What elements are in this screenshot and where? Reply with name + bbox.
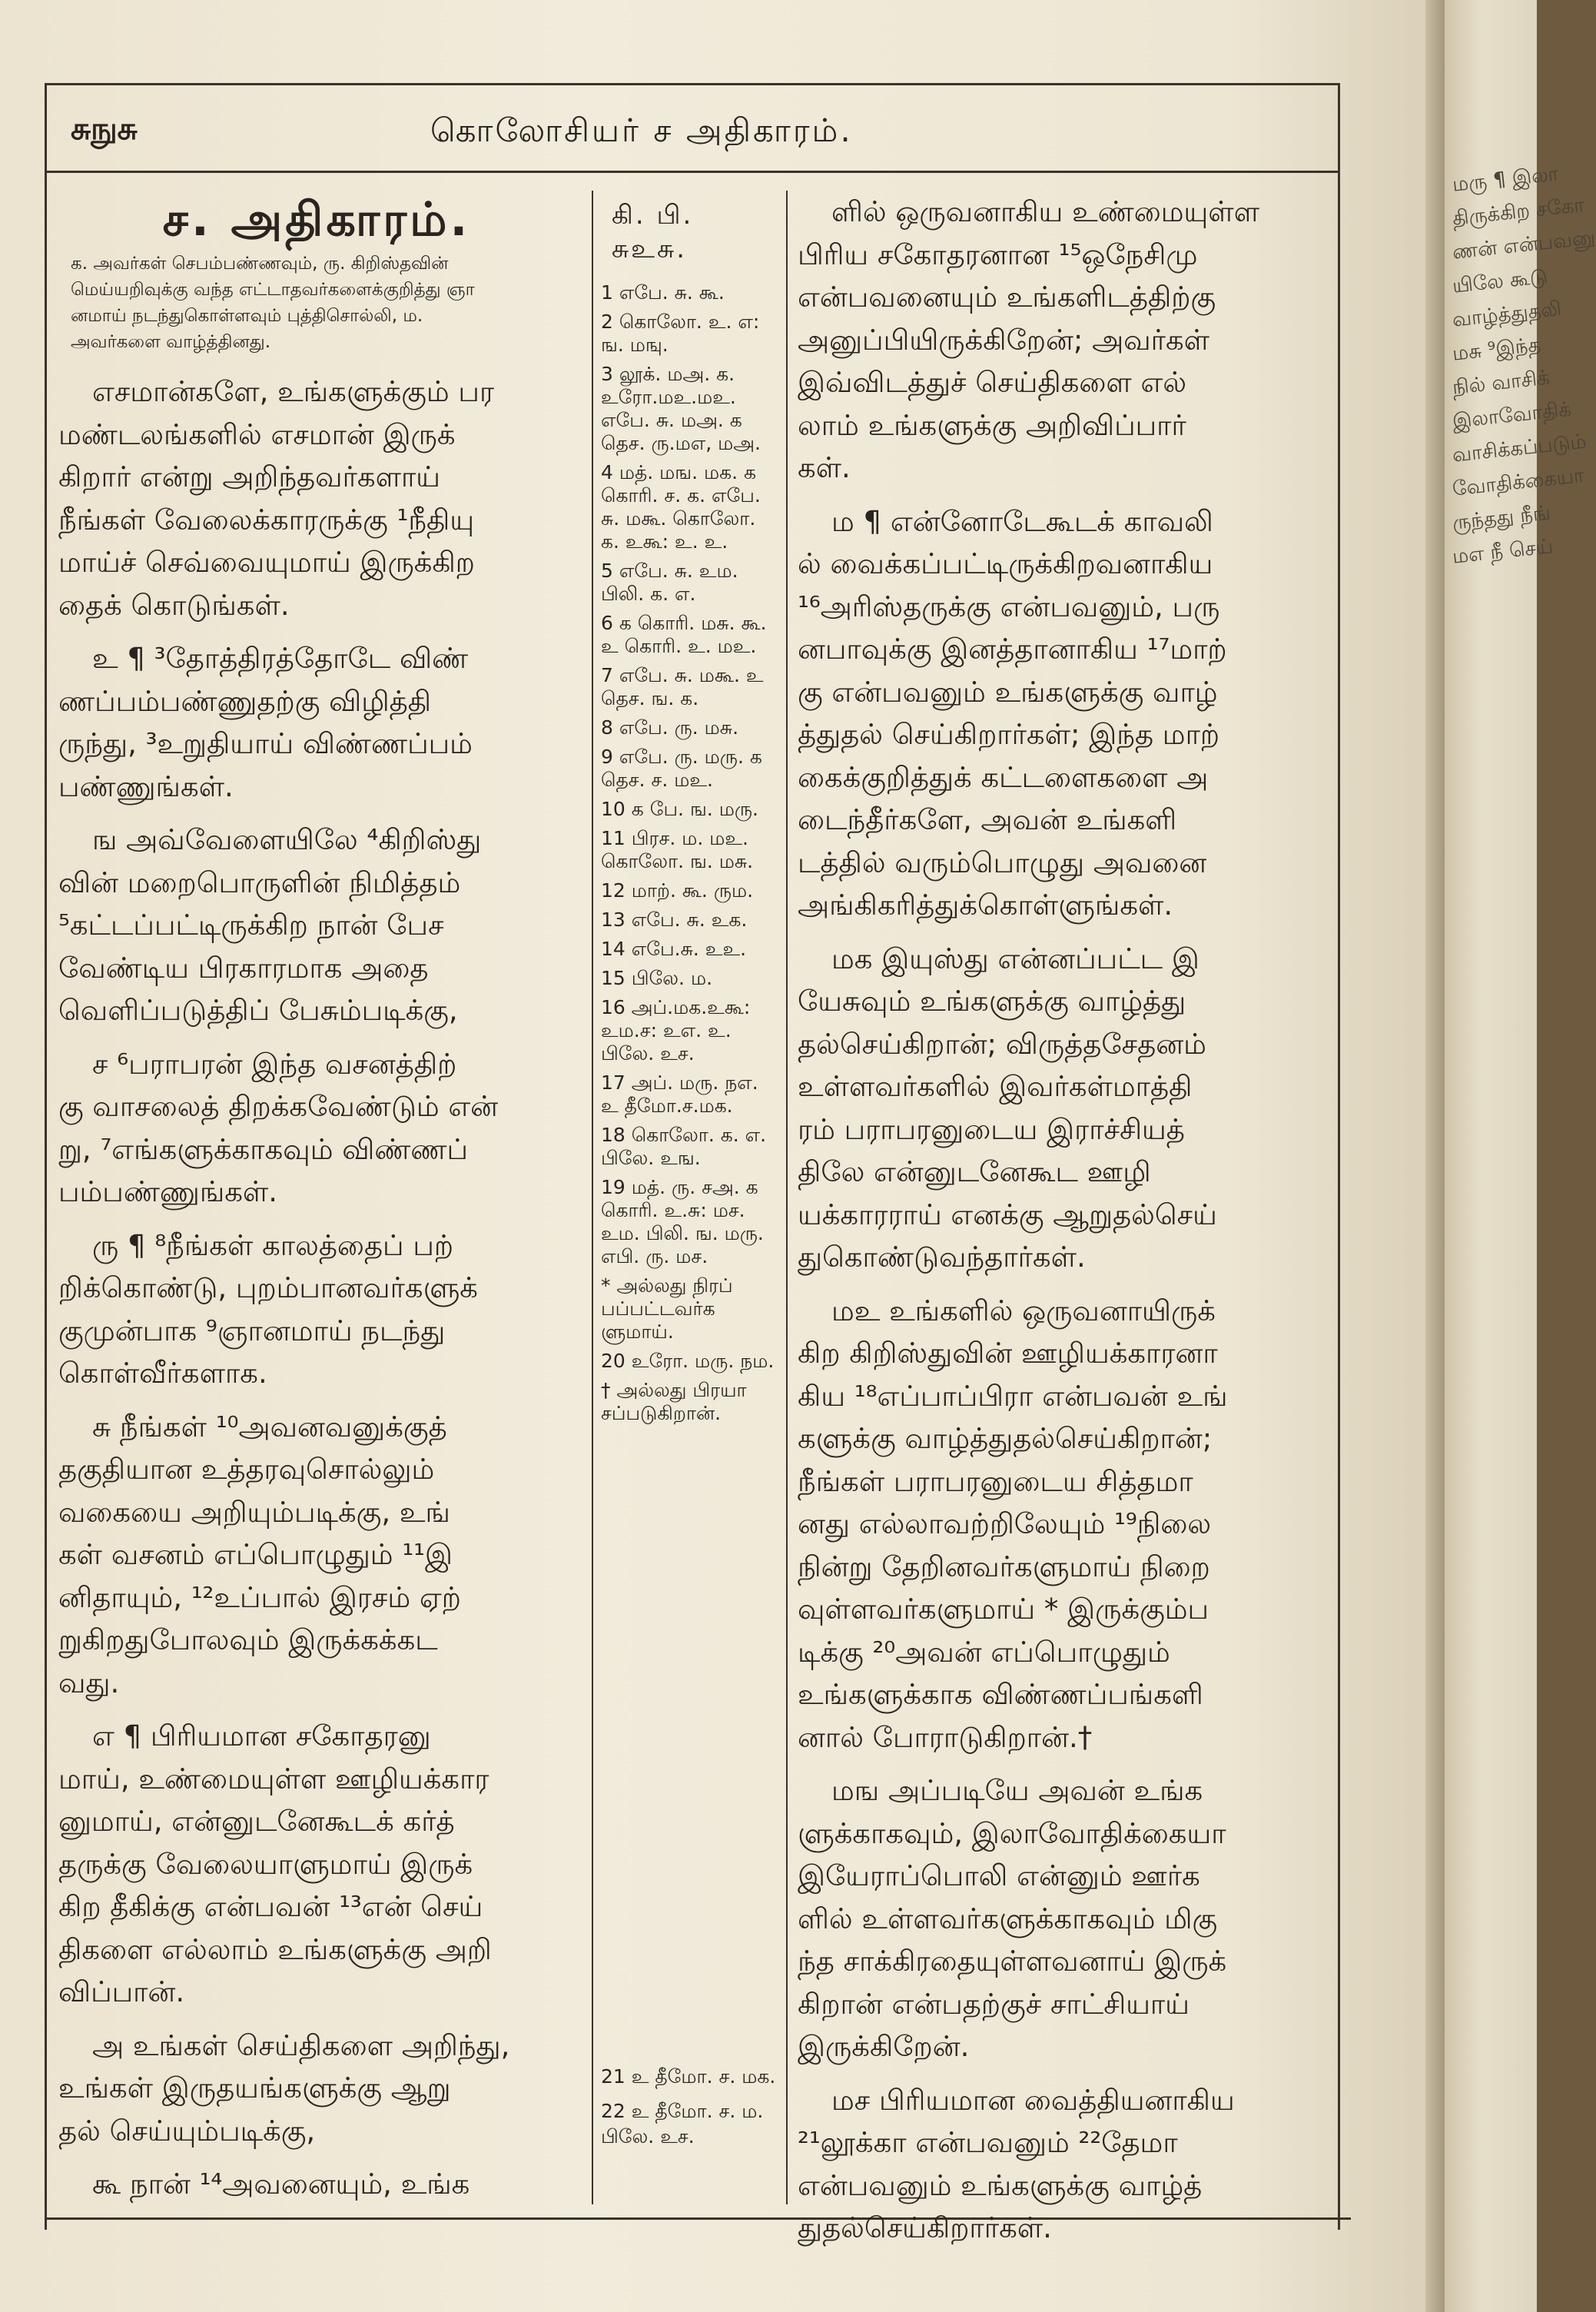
verse-paragraph bbox=[58, 1715, 581, 2014]
verse-line: கொள்வீர்களாக. bbox=[58, 1357, 267, 1390]
next-page-fragment: ருந்தது நீங் bbox=[1451, 501, 1552, 535]
verse-line: கு என்பவனும் உங்களுக்கு வாழ் bbox=[798, 675, 1218, 709]
verse-paragraph bbox=[58, 819, 581, 1032]
verse-line: நீங்கள் பராபரனுடைய சித்தமா bbox=[798, 1464, 1193, 1498]
verse-line: டத்தில் வரும்பொழுது அவனை bbox=[798, 845, 1207, 879]
right-text-column bbox=[798, 191, 1328, 2261]
verse-line: உள்ளவர்களில் இவர்கள்மாத்தி bbox=[798, 1070, 1193, 1103]
verse-line: நின்று தேறினவர்களுமாய் நிறை bbox=[798, 1550, 1210, 1583]
verse-line: தகுதியான உத்தரவுசொல்லும் bbox=[58, 1453, 435, 1486]
verse-line: மக இயுஸ்து என்னப்பட்ட இ bbox=[831, 942, 1199, 975]
verse-line: கள். bbox=[798, 451, 851, 484]
verse-line: தருக்கு வேலையாளுமாய் இருக் bbox=[58, 1847, 473, 1881]
cross-references-bottom bbox=[601, 2064, 779, 2158]
header-rule bbox=[45, 171, 1340, 173]
reference-entry: 9 எபே. ரு. மரு. க தெச. ச. மஉ. bbox=[601, 746, 762, 791]
verse-line: மாய், உண்மையுள்ள ஊழியக்கார bbox=[58, 1762, 489, 1795]
verse-line: தல் செய்யும்படிக்கு, bbox=[58, 2114, 316, 2148]
reference-entry: 2 கொலோ. உ. எ: ங. மஙு. bbox=[601, 311, 760, 356]
reference-entry: † அல்லது பிரயா சப்படுகிறான். bbox=[601, 1379, 747, 1424]
cross-references bbox=[601, 198, 779, 1431]
verse-line: டிக்கு ²⁰அவன் எப்பொழுதும் bbox=[798, 1635, 1170, 1669]
verse-line: ச ⁶பராபரன் இந்த வசனத்திற் bbox=[92, 1047, 457, 1081]
verse-line: கு வாசலைத் திறக்கவேண்டும் என் bbox=[58, 1090, 499, 1123]
verse-line: கள் வசனம் எப்பொழுதும் ¹¹இ bbox=[58, 1538, 453, 1571]
reference-entry: 12 மாற். கூ. ரும. bbox=[601, 879, 754, 902]
verse-line: ளில் ஒருவனாகிய உண்மையுள்ள bbox=[831, 195, 1260, 228]
column-divider-left bbox=[592, 191, 593, 2204]
summary-line: க. அவர்கள் செபம்பண்ணவும், ரு. கிறிஸ்தவின் bbox=[71, 254, 449, 274]
verse-paragraph bbox=[798, 938, 1328, 1279]
reference-entry: 14 எபே.சு. உஉ. bbox=[601, 938, 747, 960]
next-page-fragment: திருக்கிற சகோ bbox=[1451, 193, 1586, 231]
next-page-fragment: வாழ்த்துதலி bbox=[1451, 297, 1563, 332]
summary-line: அவர்களை வாழ்த்தினது. bbox=[71, 332, 271, 352]
verse-line: பிரிய சகோதரனான ¹⁵ஒநேசிமு bbox=[798, 238, 1198, 271]
column-divider-right bbox=[786, 191, 788, 2204]
verse-paragraph bbox=[58, 370, 581, 626]
verse-line: ¹⁶அரிஸ்தருக்கு என்பவனும், பரு bbox=[798, 590, 1220, 623]
verse-paragraph bbox=[798, 1290, 1328, 1759]
verse-paragraph bbox=[58, 1224, 581, 1395]
verse-line: அ உங்கள் செய்திகளை அறிந்து, bbox=[92, 2028, 510, 2062]
verse-line: நீங்கள் வேலைக்காரருக்கு ¹நீதியு bbox=[58, 503, 475, 536]
chapter-summary bbox=[58, 251, 581, 355]
verse-line: மாய்ச் செவ்வையுமாய் இருக்கிற bbox=[58, 546, 475, 579]
verse-line: னால் போராடுகிறான்.† bbox=[798, 1720, 1093, 1754]
summary-line: மெய்யறிவுக்கு வந்த எட்டாதவர்களைக்குறித்து ஞா bbox=[71, 280, 475, 300]
verse-line: மண்டலங்களில் எசமான் இருக் bbox=[58, 417, 456, 451]
verse-line: வுள்ளவர்களுமாய் * இருக்கும்ப bbox=[798, 1593, 1209, 1626]
verse-paragraph bbox=[798, 1769, 1328, 2068]
verse-paragraph bbox=[798, 2079, 1328, 2250]
reference-entry: 10 க பே. ங. மரு. bbox=[601, 798, 758, 820]
verse-line: தல்செய்கிறான்; விருத்தசேதனம் bbox=[798, 1027, 1206, 1061]
verse-paragraph bbox=[58, 1043, 581, 1214]
reference-entry: * அல்லது நிரப் பப்பட்டவர்க ளுமாய். bbox=[601, 1274, 733, 1343]
verse-line: பம்பண்ணுங்கள். bbox=[58, 1175, 278, 1208]
verse-line: லாம் உங்களுக்கு அறிவிப்பார் bbox=[798, 408, 1186, 442]
verse-line: கிறான் என்பதற்குச் சாட்சியாய் bbox=[798, 1987, 1190, 2021]
verse-line: கைக்குறித்துக் கட்டளைகளை அ bbox=[798, 760, 1209, 794]
verse-line: ந்த சாக்கிரதையுள்ளவனாய் இருக் bbox=[798, 1945, 1227, 1978]
reference-entry: 7 எபே. சு. மகூ. உ தெச. ங. க. bbox=[601, 664, 764, 709]
verse-line: கிற கிறிஸ்துவின் ஊழியக்காரனா bbox=[798, 1337, 1218, 1370]
verse-line: த்துதல் செய்கிறார்கள்; இந்த மாற் bbox=[798, 718, 1220, 751]
verse-line: சு நீங்கள் ¹⁰அவனவனுக்குத் bbox=[92, 1410, 447, 1443]
verse-line: மஉ உங்களில் ஒருவனாயிருக் bbox=[831, 1294, 1216, 1327]
verse-line: அங்கிகரித்துக்கொள்ளுங்கள். bbox=[798, 889, 1173, 922]
verse-line: ⁵கட்டப்பட்டிருக்கிற நான் பேச bbox=[58, 909, 444, 942]
left-paragraphs bbox=[58, 370, 581, 2206]
next-page-fragment: இலாவோதிக் bbox=[1451, 397, 1573, 434]
verse-line: கிறார் என்று அறிந்தவர்களாய் bbox=[58, 460, 441, 493]
page-number: சுநுசு bbox=[71, 111, 138, 147]
verse-line: னது எல்லாவற்றிலேயும் ¹⁹நிலை bbox=[798, 1507, 1212, 1540]
reference-entry: 5 எபே. சு. உம. பிலி. க. எ. bbox=[601, 560, 738, 605]
verse-paragraph bbox=[798, 500, 1328, 927]
verse-line: குமுன்பாக ⁹ஞானமாய் நடந்து bbox=[58, 1314, 446, 1347]
reference-list bbox=[601, 281, 779, 1425]
verse-line: யக்காரராய் எனக்கு ஆறுதல்செய் bbox=[798, 1198, 1217, 1231]
verse-line: னுமாய், என்னுடனேகூடக் கர்த் bbox=[58, 1805, 455, 1838]
reference-entry: 15 பிலே. ம. bbox=[601, 967, 713, 989]
verse-line: தைக் கொடுங்கள். bbox=[58, 588, 290, 622]
verse-line: உங்கள் இருதயங்களுக்கு ஆறு bbox=[58, 2071, 451, 2104]
next-page-edge bbox=[1445, 0, 1596, 2312]
verse-line: உங்களுக்காக விண்ணப்பங்களி bbox=[798, 1678, 1203, 1711]
chapter-title: ச. அதிகாரம். bbox=[162, 193, 471, 247]
verse-line: பண்ணுங்கள். bbox=[58, 769, 234, 803]
next-page-fragment: மஎ நீ செய் bbox=[1451, 535, 1555, 569]
verse-line: இவ்விடத்துச் செய்திகளை எல் bbox=[798, 366, 1187, 399]
verse-line: வது. bbox=[58, 1666, 120, 1699]
verse-line: என்பவனையும் உங்களிடத்திற்கு bbox=[798, 281, 1216, 314]
verse-line: இருக்கிறேன். bbox=[798, 2030, 970, 2063]
verse-line: ணப்பம்பண்ணுதற்கு விழித்தி bbox=[58, 684, 432, 718]
verse-line: கூ நான் ¹⁴அவனையும், உங்க bbox=[92, 2168, 470, 2201]
reference-entry: 16 அப்.மக.உகூ: உம.ச: உஎ. உ. பிலே. உச. bbox=[601, 996, 751, 1065]
reference-entry: 1 எபே. சு. கூ. bbox=[601, 281, 725, 304]
next-page-fragment: வாசிக்கப்படும் bbox=[1451, 430, 1588, 467]
verse-line: ளுக்காகவும், இலாவோதிக்கையா bbox=[798, 1816, 1226, 1850]
next-page-fragment: மசு ⁹இந்த bbox=[1451, 333, 1542, 366]
reference-entry: 11 பிரச. ம. மஉ. கொலோ. ங. மசு. bbox=[601, 827, 754, 872]
verse-line: வகையை அறியும்படிக்கு, உங் bbox=[58, 1495, 450, 1529]
reference-entry: 3 லூக். மஅ. க. உரோ.மஉ.மஉ. எபே. சு. மஅ. க தெச. ரு.மஎ, மஅ. bbox=[601, 363, 761, 454]
next-page-fragment: மரு ¶ இலா bbox=[1451, 162, 1560, 197]
verse-line: ருந்து, ³உறுதியாய் விண்ணப்பம் bbox=[58, 727, 473, 760]
verse-line: திகளை எல்லாம் உங்களுக்கு அறி bbox=[58, 1932, 492, 1966]
verse-line: ளில் உள்ளவர்களுக்காகவும் மிகு bbox=[798, 1902, 1218, 1935]
verse-line: ரம் பராபரனுடைய இராச்சியத் bbox=[798, 1112, 1185, 1146]
verse-line: களுக்கு வாழ்த்துதல்செய்கிறான்; bbox=[798, 1422, 1213, 1455]
verse-line: திலே என்னுடனேகூட ஊழி bbox=[798, 1155, 1151, 1188]
verse-paragraph bbox=[58, 2025, 581, 2153]
verse-line: விப்பான். bbox=[58, 1975, 185, 2008]
references-heading: கி. பி. சுஉசு. bbox=[612, 200, 694, 264]
next-page-fragment: ணன் என்பவனு bbox=[1451, 226, 1596, 264]
verse-line: துதல்செய்கிறார்கள். bbox=[798, 2211, 1052, 2244]
next-page-fragment: வோதிக்கையா bbox=[1451, 463, 1585, 501]
verse-line: ம ¶ என்னோடேகூடக் காவலி bbox=[831, 504, 1213, 538]
verse-line: துகொண்டுவந்தார்கள். bbox=[798, 1241, 1086, 1274]
verse-paragraph bbox=[58, 2163, 581, 2206]
reference-entry: 22 உ தீமோ. ச. ம. பிலே. உச. bbox=[601, 2100, 764, 2148]
verse-line: கிய ¹⁸எப்பாப்பிரா என்பவன் உங் bbox=[798, 1379, 1228, 1413]
reference-entry: 6 க கொரி. மசு. கூ. உ கொரி. உ. மஉ. bbox=[601, 612, 767, 657]
reference-entry: 17 அப். மரு. நஎ. உ தீமோ.ச.மக. bbox=[601, 1071, 758, 1117]
verse-line: என்பவனும் உங்களுக்கு வாழ்த் bbox=[798, 2168, 1203, 2202]
verse-line: ²¹லூக்கா என்பவனும் ²²தேமா bbox=[798, 2126, 1178, 2159]
verse-line: உ ¶ ³தோத்திரத்தோடே விண் bbox=[92, 642, 469, 675]
verse-line: மச பிரியமான வைத்தியனாகிய bbox=[831, 2083, 1235, 2117]
verse-line: னபாவுக்கு இனத்தானாகிய ¹⁷மாற் bbox=[798, 633, 1227, 666]
verse-line: யேசுவும் உங்களுக்கு வாழ்த்து bbox=[798, 985, 1186, 1018]
verse-line: ரு ¶ ⁸நீங்கள் காலத்தைப் பற் bbox=[92, 1228, 454, 1262]
verse-paragraph bbox=[798, 191, 1328, 490]
reference-entry: 18 கொலோ. க. எ. பிலே. உங. bbox=[601, 1124, 767, 1169]
summary-line: னமாய் நடந்துகொள்ளவும் புத்திசொல்லி, ம. bbox=[71, 306, 423, 326]
running-title: கொலோசியர் ச அதிகாரம். bbox=[430, 111, 853, 149]
verse-line: எசமான்களே, உங்களுக்கும் பர bbox=[92, 375, 495, 408]
verse-line: மங அப்படியே அவன் உங்க bbox=[831, 1774, 1203, 1807]
next-page-fragment: நில் வாசிக் bbox=[1451, 366, 1551, 400]
verse-line: எ ¶ பிரியமான சகோதரனு bbox=[92, 1719, 431, 1752]
next-page-fragment: யிலே கூடு bbox=[1451, 264, 1549, 298]
reference-entry: 13 எபே. சு. உக. bbox=[601, 909, 748, 931]
verse-line: வெளிப்படுத்திப் பேசும்படிக்கு, bbox=[58, 994, 458, 1027]
reference-entry: 21 உ தீமோ. ச. மக. bbox=[601, 2065, 776, 2088]
right-paragraphs bbox=[798, 191, 1328, 2250]
reference-entry: 4 மத். மங. மக. க கொரி. ச. க. எபே. சு. மகூ. கொலோ. க. உகூ: உ. உ. bbox=[601, 461, 761, 553]
verse-line: வேண்டிய பிரகாரமாக அதை bbox=[58, 951, 429, 985]
reference-entry: 8 எபே. ரு. மசு. bbox=[601, 716, 739, 739]
verse-line: னிதாயும், ¹²உப்பால் இரசம் ஏற் bbox=[58, 1580, 461, 1614]
verse-line: றிக்கொண்டு, புறம்பானவர்களுக் bbox=[58, 1271, 478, 1304]
verse-line: றுகிறதுபோலவும் இருக்கக்கட bbox=[58, 1623, 438, 1656]
reference-entry: 20 உரோ. மரு. நம. bbox=[601, 1350, 775, 1372]
verse-line: ல் வைக்கப்பட்டிருக்கிறவனாகிய bbox=[798, 547, 1213, 580]
verse-line: அனுப்பியிருக்கிறேன்; அவர்கள் bbox=[798, 323, 1210, 357]
verse-line: ங அவ்வேளையிலே ⁴கிறிஸ்து bbox=[92, 823, 482, 856]
verse-line: டைந்தீர்களே, அவன் உங்களி bbox=[798, 803, 1177, 836]
left-text-column bbox=[58, 191, 581, 2217]
reference-entry: 19 மத். ரு. சஅ. க கொரி. உ.சு: மச. உம. பிலி. ங. மரு. எபி. ரு. மச. bbox=[601, 1176, 764, 1267]
verse-line: று, ⁷எங்களுக்காகவும் விண்ணப் bbox=[58, 1132, 469, 1166]
verse-paragraph bbox=[58, 1406, 581, 1705]
verse-line: இயேராப்பொலி என்னும் ஊர்க bbox=[798, 1859, 1200, 1892]
verse-line: கிற தீகிக்கு என்பவன் ¹³என் செய் bbox=[58, 1890, 483, 1923]
verse-paragraph bbox=[58, 637, 581, 808]
verse-line: வின் மறைபொருளின் நிமித்தம் bbox=[58, 865, 461, 899]
